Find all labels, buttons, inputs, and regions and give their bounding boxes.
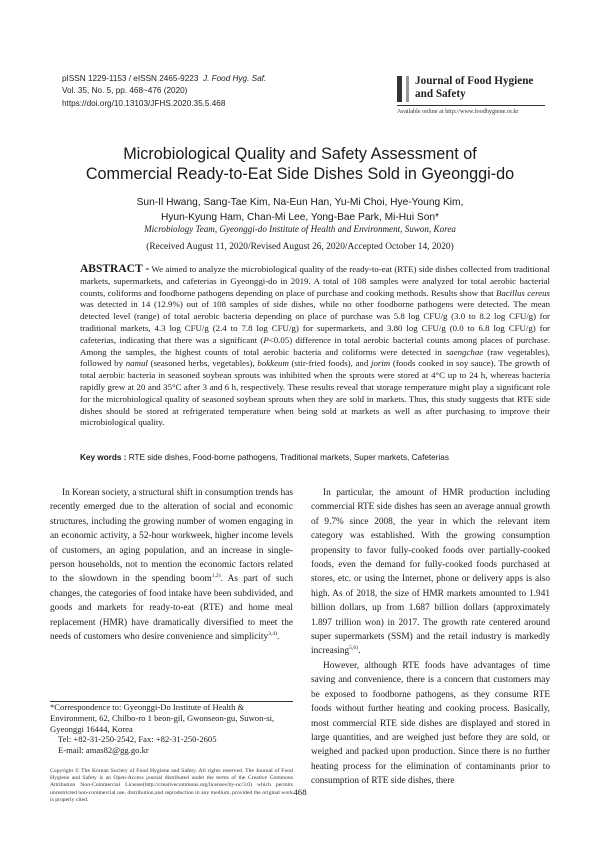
article-title: Microbiological Quality and Safety Assessment of Commercial Ready-to-Eat Side Dishes Sold in Gyeonggi-do: [85, 145, 515, 183]
doi-link[interactable]: https://doi.org/10.13103/JFHS.2020.35.5.468: [62, 98, 226, 108]
abstract-label: ABSTRACT -: [80, 263, 150, 275]
header-divider: [397, 105, 545, 106]
email[interactable]: E-mail: amas82@gg.go.kr: [58, 745, 149, 756]
volume-line: Vol. 35, No. 5, pp. 468~476 (2020): [62, 86, 188, 96]
journal-title: Journal of Food Hygiene and Safety: [415, 75, 534, 100]
author-list: Sun-Il Hwang, Sang-Tae Kim, Na-Eun Han, Yu-Mi Choi, Hye-Young Kim, Hyun-Kyung Ham, Chan-Mi Lee, Yong-Bae Park, Mi-Hui Son*: [136, 197, 464, 223]
affiliation: Microbiology Team, Gyeonggi-do Institute of Health and Environment, Suwon, Korea: [144, 224, 456, 234]
page-number: 468: [293, 787, 307, 797]
keywords-label: Key words :: [80, 453, 127, 462]
keywords: Key words : RTE side dishes, Food-borne pathogens, Traditional markets, Super markets, Cafeterias: [80, 453, 449, 462]
paragraph: In particular, the amount of HMR production including commercial RTE side dishes has seen an average annual growth of 9.7% since 2008, the year in which the relevant item category was established. With the growing consumption propensity to favor fully-cooked foods over partially-cooked foods, even the demand for fully-cooked foods purchased at stores, etc. or using the Internet, phone or delivery apps is also high. As of 2018, the size of HMR markets amounted to 1.941 billion dollars, up from 1.687 billion dollars (approximately 1.897 trillion won) in 2017. The growth rate centered around super supermarkets (SSM) and the retail industry is markedly increasing$^{5,6)}$.: [311, 488, 550, 657]
paragraph: In Korean society, a structural shift in consumption trends has recently emerged due to the alteration of social and economic structures, including the growing number of women engaging in an economic activity, a 52-hour workweek, higher income levels of customers, an aging population, and an increase in single-person households, not to mention the economic factors related to the slowdown in the spending boom$^{1,2)}$. As part of such changes, the categories of food intake have been subdivided, and goods and markets for ready-to-eat (RTE) and home meal replacement (HMR) have dramatically diversified to meet the needs of customers who desire convenience and simplicity$^{3,4)}$.: [50, 488, 294, 643]
abstract: ABSTRACT - We aimed to analyze the microbiological quality of the ready-to-eat (RTE) side dishes collected from traditional markets, supermarkets, and cafeterias in Gyeonggi-do in 2019. A total of 108 samples were analyzed for total aerobic bacterial counts, coliforms and foodborne pathogens depending on place of purchase and cooking methods. Results show that Bacillus cereus was detected in 14 (12.9%) out of 108 samples of side dishes, while no other foodborne pathogens were detected. The mean detected level (range) of total aerobic bacteria depending on place of purchase was 5.8 log CFU/g (3.0 to 8.2 log CFU/g) for traditional markets, 4.3 log CFU/g (2.4 to 7.8 log CFU/g) for supermarkets, and 3.80 log CFU/g (0.0 to 6.8 log CFU/g) for cafeterias, indicating that there was a significant (P<0.05) difference in total aerobic bacterial counts among places of purchase. Among the samples, the highest counts of total aerobic bacteria and coliforms were detected in saengchae (raw vegetables), followed by namul (seasoned herbs, vegetables), bokkeum (stir-fried foods), and jorim (foods cooked in soy sauce). The growth of total aerobic bacteria in seasoned soybean sprouts was inhibited when the sprouts were stored at 4°C up to 24 h, whereas bacteria rapidly grew at 20 and 35°C after 3 and 6 h, respectively. These results reveal that storage temperature might play a significant role for the microbiological quality of seasoned soybean sprouts when they are sold in markets. Thus, this study suggests that RTE side dishes should be stored at refrigerated temperature when being sold at markets as well as after purchasing to improve their microbiological quality.: [80, 263, 551, 428]
correspondence-footnote: *Correspondence to: Gyeonggi-Do Institute of Health & Environment, 62, Chilbo-ro 1 beon-gil, Gwonseon-gu, Suwon-si, Gyeonggi 16444, Korea Tel: +82-31-250-2542, Fax: +82-31-250-2605 E-mail: amas82@gg.go.kr: [50, 702, 293, 756]
online-availability[interactable]: Available online at http://www.foodhygiene.or.kr: [397, 108, 519, 115]
copyright-notice: Copyright © The Korean Society of Food Hygiene and Safety. All rights reserved. The Journal of Food Hygiene and Safety is an Open-Access journal distributed under the terms of the Creative Commons Attribution Non-Commercial License(http://creativecommons.org/licenses/by-nc/3.0) which permits unrestricted non-commercial use, distribution,and reproduction in any medium, provided the original work is properly cited.: [50, 768, 293, 803]
issn-line: pISSN 1229-1153 / eISSN 2465-9223 J. Food Hyg. Saf.: [62, 74, 267, 83]
paragraph: However, although RTE foods have advantages of time saving and convenience, there is a concern that customers may be exposed to foodborne pathogens, as they consume RTE foods without further heating and cooking process. Basically, most commercial RTE side dishes are displayed and stored in large quantities, and are weighed just before they are sold, or weighed and packed upon production. Since there is no further heating process for the elimination of contaminants prior to consumption of RTE side dishes, there: [311, 660, 550, 787]
received-dates: (Received August 11, 2020/Revised August 26, 2020/Accepted October 14, 2020): [146, 242, 454, 252]
journal-info: [62, 73, 266, 110]
journal-logo-block: [397, 75, 547, 115]
body-column-left: [50, 486, 293, 644]
journal-logo-icon: [397, 76, 409, 102]
body-column-right: [311, 486, 550, 789]
journal-abbrev: J. Food Hyg. Saf.: [202, 74, 267, 83]
